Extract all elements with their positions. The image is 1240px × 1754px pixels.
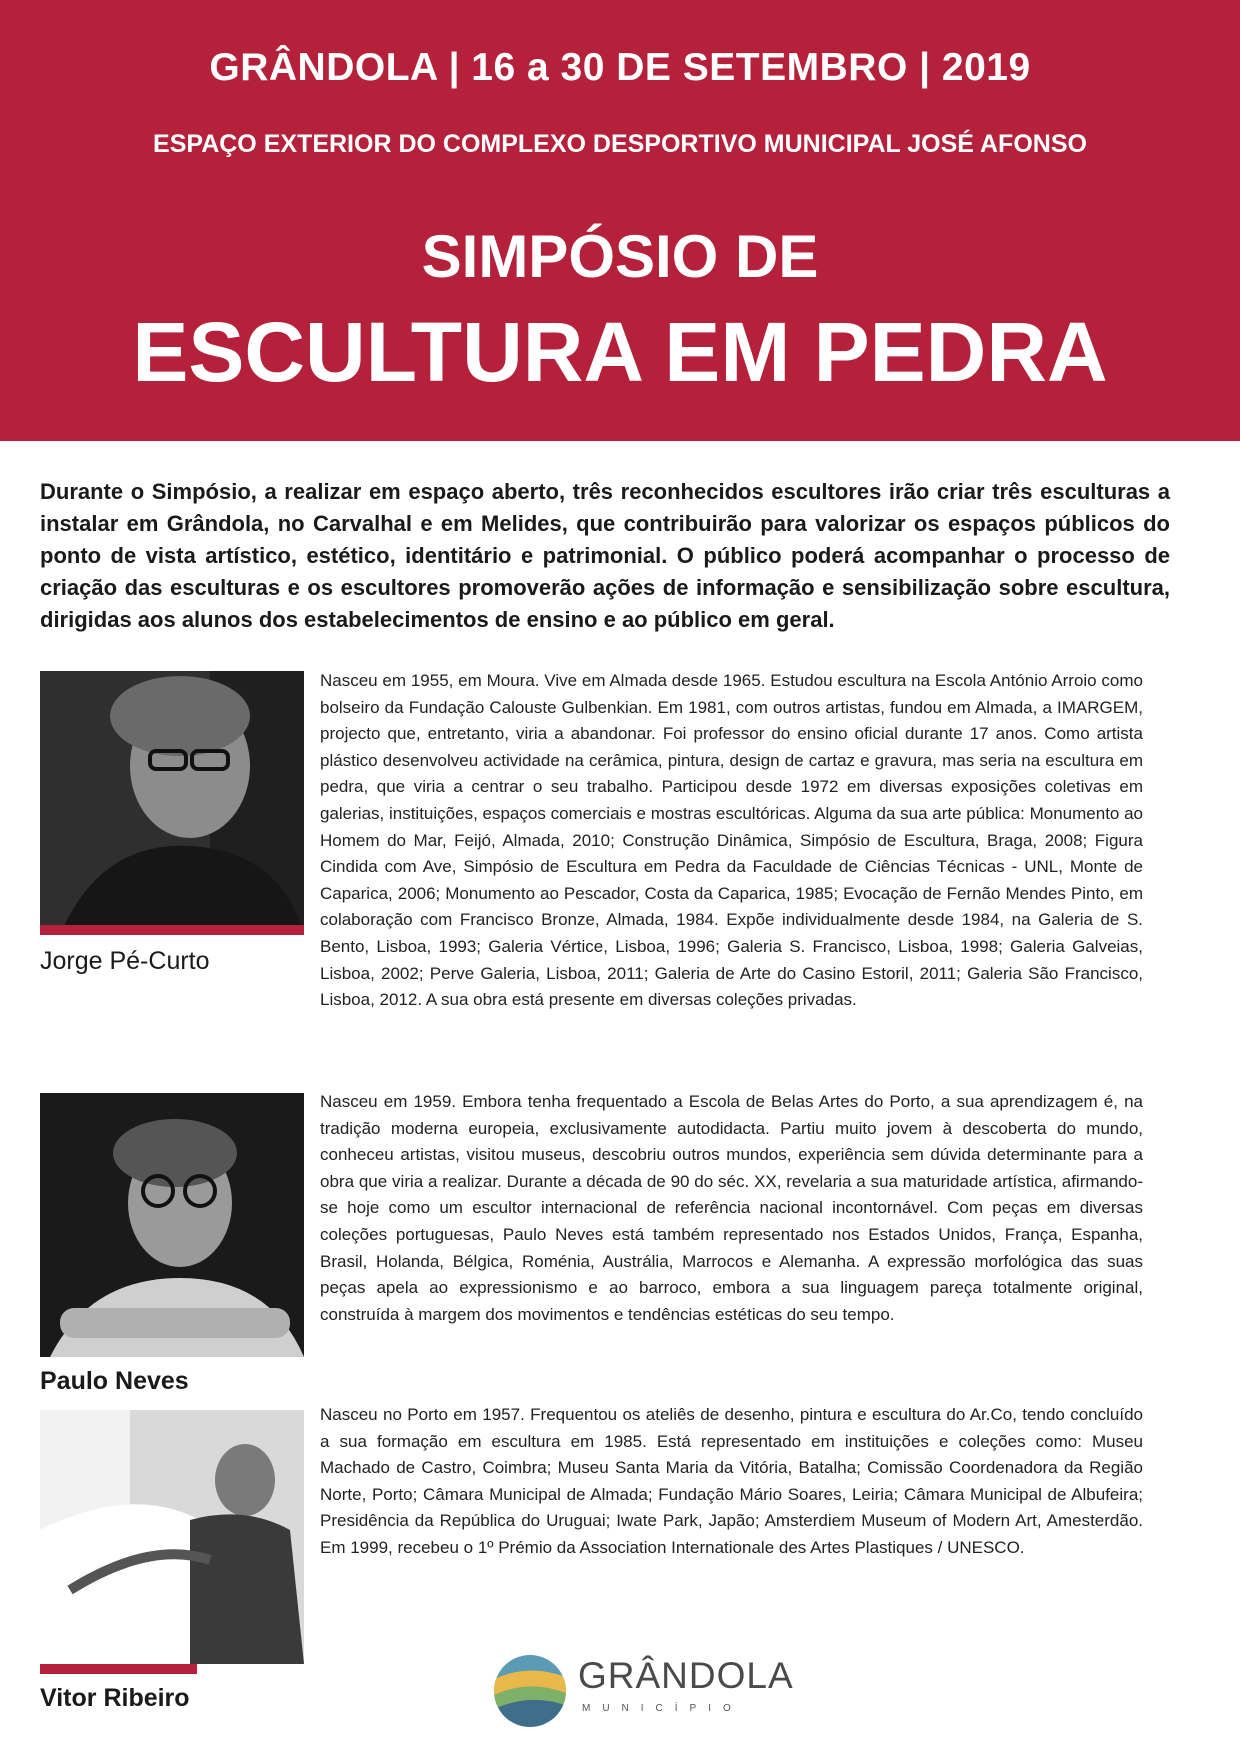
header-banner: [0, 0, 1240, 441]
event-title-line1: SIMPÓSIO DE: [421, 223, 819, 290]
grandola-logo: [490, 1651, 794, 1731]
artist-bio-vitor: Nasceu no Porto em 1957. Frequentou os ateliês de desenho, pintura e escultura do Ar.Co, tendo concluído a sua formação em escultura em 1985. Está representado em instituições e coleções como: Museu Machado de Castro, Coimbra; Museu Santa Maria da Vitória, Batalha; Comissão Coordenadora da Região Norte, Porto; Câmara Municipal de Almada; Fundação Mário Soares, Leiria; Câmara Municipal de Albufeira; Presidência da República do Uruguai; Iwate Park, Japão; Amsterdiem Museum of Modern Art, Amesterdão. Em 1999, recebeu o 1º Prémio da Association Internationale des Artes Plastiques / UNESCO.: [320, 1405, 1143, 1557]
artist-name-jorge: Jorge Pé-Curto: [40, 947, 210, 975]
artist-name-accent-bar: [40, 1664, 197, 1674]
artist-name-paulo: Paulo Neves: [40, 1367, 189, 1395]
artist-name-vitor: Vitor Ribeiro: [40, 1684, 190, 1712]
artist-name-accent-bar: [40, 925, 304, 935]
artist-bio-paulo: Nasceu em 1959. Embora tenha frequentado a Escola de Belas Artes do Porto, a sua aprendizagem é, na tradição moderna europeia, exclusivamente autodidacta. Partiu muito jovem à descoberta do mundo, conheceu artistas, visitou museus, descobriu outros mundos, experiência sem dúvida determinante para a obra que viria a realizar. Durante a década de 90 do séc. XX, revelaria a sua maturidade artística, afirmando-se hoje como um escultor internacional de referência nacional incontornável. Com peças em diversas coleções portuguesas, Paulo Neves está também representado nos Estados Unidos, França, Espanha, Brasil, Holanda, Bélgica, Roménia, Austrália, Marrocos e Alemanha. A expressão morfológica das suas peças apela ao expressionismo e ao barroco, embora a sua linguagem pareça totalmente original, construída à margem dos movimentos e tendências estéticas do seu tempo.: [320, 1092, 1143, 1324]
event-venue: ESPAÇO EXTERIOR DO COMPLEXO DESPORTIVO MUNICIPAL JOSÉ AFONSO: [153, 130, 1087, 158]
artist-photo-paulo: [40, 1093, 304, 1357]
artist-bio-jorge: Nasceu em 1955, em Moura. Vive em Almada desde 1965. Estudou escultura na Escola António Arroio como bolseiro da Fundação Calouste Gulbenkian. Em 1981, com outros artistas, fundou em Almada, a IMARGEM, projecto que, entretanto, viria a abandonar. Foi professor do ensino oficial durante 17 anos. Como artista plástico desenvolveu actividade na cerâmica, pintura, design de cartaz e gravura, mas seria na escultura em pedra, que viria a centrar o seu trabalho. Participou desde 1972 em diversas exposições coletivas em galerias, instituições, espaços comerciais e mostras escultóricas. Alguma da sua arte pública: Monumento ao Homem do Mar, Feijó, Almada, 2010; Construção Dinâmica, Simpósio de Escultura, Braga, 2008; Figura Cindida com Ave, Simpósio de Escultura em Pedra da Faculdade de Ciências Técnicas - UNL, Monte de Caparica, 2006; Monumento ao Pescador, Costa da Caparica, 1985; Evocação de Fernão Mendes Pinto, em colaboração com Francisco Bronze, Almada, 1984. Expõe individualmente desde 1984, na Galeria de S. Bento, Lisboa, 1993; Galeria Vértice, Lisboa, 1996; Galeria S. Francisco, Lisboa, 1998; Galeria Galveias, Lisboa, 2002; Perve Galeria, Lisboa, 2011; Galeria de Arte do Casino Estoril, 2011; Galeria São Francisco, Lisboa, 2012. A sua obra está presente em diversas coleções privadas.: [320, 671, 1144, 1010]
logo-subtitle: MUNICÍPIO: [582, 1703, 743, 1714]
grandola-logo-icon: [490, 1651, 570, 1731]
event-title-line2: ESCULTURA EM PEDRA: [132, 305, 1108, 399]
event-date-line: GRÂNDOLA | 16 a 30 DE SETEMBRO | 2019: [209, 46, 1031, 89]
artist-photo-vitor: [40, 1410, 304, 1664]
intro-paragraph: Durante o Simpósio, a realizar em espaço aberto, três reconhecidos escultores irão criar três esculturas a instalar em Grândola, no Carvalhal e em Melides, que contribuirão para valorizar os espaços públicos do ponto de vista artístico, estético, identitário e patrimonial. O público poderá acompanhar o processo de criação das esculturas e os escultores promoverão ações de informação e sensibilização sobre escultura, dirigidas aos alunos dos estabelecimentos de ensino e ao público em geral.: [40, 479, 1170, 632]
artist-photo-jorge: [40, 671, 304, 935]
logo-name: GRÂNDOLA: [578, 1655, 794, 1696]
